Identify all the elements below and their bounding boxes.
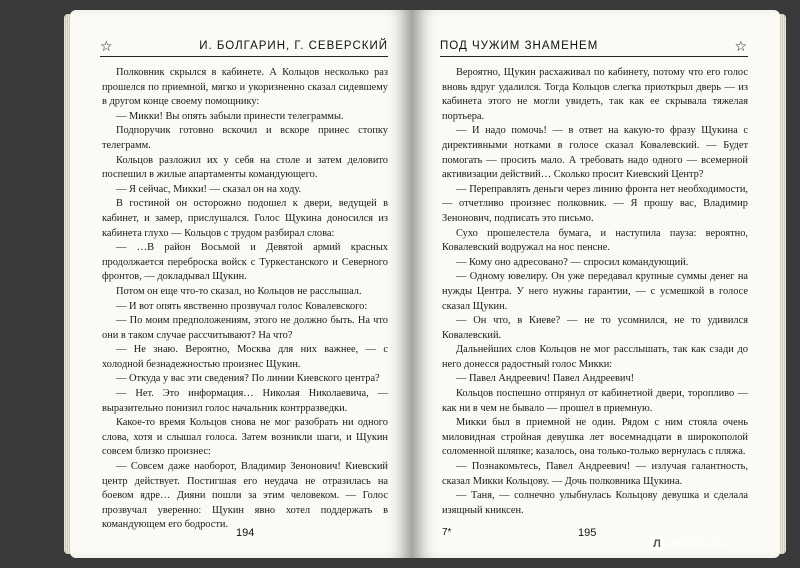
header-title-left: И. БОЛГАРИН, Г. СЕВЕРСКИЙ	[199, 40, 388, 52]
page-text-left	[102, 66, 388, 533]
paragraph: Какое-то время Кольцов снова не мог разобрать ни одного слова, хотя и слышал голоса. Затем возникли шаги, и Щукин совсем близко произнес:	[102, 417, 388, 458]
paragraph: — Кому оно адресовано? — спросил командующий.	[456, 256, 689, 268]
paragraph: — Совсем даже наоборот, Владимир Зенонович! Киевский центр действует. Постигшая его неудача не отразилась на боевом ядре… Дияни пошли за этим человеком. — Голос прозвучал уверенно: Щукин явно хотел поддержать в командующем его бодрости.	[102, 461, 388, 531]
paragraph: — Одному ювелиру. Он уже передавал крупные суммы денег на нужды Центра. У него нужны гарантии, — с усмешкой в голосе сказал Щукин.	[442, 271, 748, 312]
paragraph: — Не знаю. Вероятно, Москва для них важнее, — с холодной безнадежностью произнес Щукин.	[102, 344, 388, 370]
page-text-right	[442, 66, 748, 518]
paragraph: — Нет. Это информация… Николая Николаевича, — выразительно понизил голос начальник контрразведки.	[102, 388, 388, 414]
paragraph: — Павел Андреевич! Павел Андреевич!	[456, 373, 635, 385]
paragraph: Полковник скрылся в кабинете. А Кольцов несколько раз прошелся по приемной, мягко и укоризненно сказал сидевшему в другом конце своему помощнику:	[102, 67, 388, 108]
paragraph: Микки был в приемной не один. Рядом с ним стояла очень миловидная стройная девушка лет восемнадцати в широкополой соломенной шляпке; казалось, она только-только вернулась с пляжа.	[442, 417, 748, 458]
paragraph: Сухо прошелестела бумага, и наступила пауза: вероятно, Ковалевский водружал на нос пенсне.	[442, 227, 748, 254]
paragraph: — Я сейчас, Микки! — сказал он на ходу.	[116, 183, 302, 195]
signature-mark: 7*	[442, 527, 452, 538]
star-icon: ☆	[734, 38, 748, 54]
paragraph: — Познакомьтесь, Павел Андреевич! — излучая галантность, сказал Микки Кольцову. — Дочь полковника Щукина.	[442, 461, 748, 487]
paragraph: Потом он еще что-то сказал, но Кольцов не расслышал.	[116, 285, 362, 297]
paragraph: — По моим предположениям, этого не должно быть. На что они в таком случае рассчитывают? На что?	[102, 315, 388, 341]
labirint-logo-icon: Л	[650, 537, 664, 551]
paragraph: Кольцов поспешно отпрянул от кабинетной двери, торопливо — как ни в чем не бывало — прошел в приемную.	[442, 388, 748, 414]
paragraph: В гостиной он осторожно подошел к двери, ведущей в кабинет, и замер, прислушался. Голос Щукина доносился из кабинета глухо — Кольцов с трудом разбирал слова:	[102, 198, 388, 239]
paragraph: — Микки! Вы опять забыли принести телеграммы.	[116, 110, 344, 122]
paragraph: — Откуда у вас эти сведения? По линии Киевского центра?	[116, 373, 380, 385]
paragraph: — Переправлять деньги через линию фронта нет необходимости, — отчетливо произнес полковник. — Я прошу вас, Владимир Зенонович, подписать это письмо.	[442, 183, 748, 224]
paragraph: Вероятно, Щукин расхаживал по кабинету, потому что его голос вновь вдруг удалился. Тогда Кольцов слегка приоткрыл дверь — из кабинета этого не могли увидеть, так как ее скрывала тяжелая портьера.	[442, 67, 748, 122]
running-header-right	[440, 38, 748, 57]
watermark-text: labirint.ru	[667, 534, 725, 550]
paragraph: — И вот опять явственно прозвучал голос Ковалевского:	[116, 300, 368, 312]
paragraph: Кольцов разложил их у себя на столе и затем деловито поспешил в жилые апартаменты командующего.	[102, 154, 388, 181]
page-number-right: 195	[578, 527, 597, 539]
right-page	[412, 10, 780, 558]
running-header-left	[100, 38, 388, 57]
header-title-right: ПОД ЧУЖИМ ЗНАМЕНЕМ	[440, 40, 599, 52]
watermark	[650, 534, 725, 551]
star-icon: ☆	[100, 38, 114, 54]
paragraph: — И надо помочь! — в ответ на какую-то фразу Щукина с директивными нотками в голосе сказал Ковалевский. — Будет помогать — просить мало. А требовать надо одного — всемерной активизации действий… Сколько просит Киевский Центр?	[442, 125, 748, 181]
paragraph: — …В район Восьмой и Девятой армий красных продолжается переброска войск с Туркестанского и Северного фронтов, — докладывал Щукин.	[102, 242, 388, 283]
paragraph: Дальнейших слов Кольцов не мог расслышать, так как сзади до него донесся радостный голос Микки:	[442, 344, 748, 370]
paragraph: — Таня, — солнечно улыбнулась Кольцову девушка и сделала изящный книксен.	[442, 490, 748, 516]
left-page	[70, 10, 412, 558]
page-number-left: 194	[236, 527, 255, 539]
open-book	[70, 10, 780, 558]
paragraph: Подпоручик готовно вскочил и вскоре принес стопку телеграмм.	[102, 125, 388, 151]
paragraph: — Он что, в Киеве? — не то усомнился, не то удивился Ковалевский.	[442, 315, 748, 341]
